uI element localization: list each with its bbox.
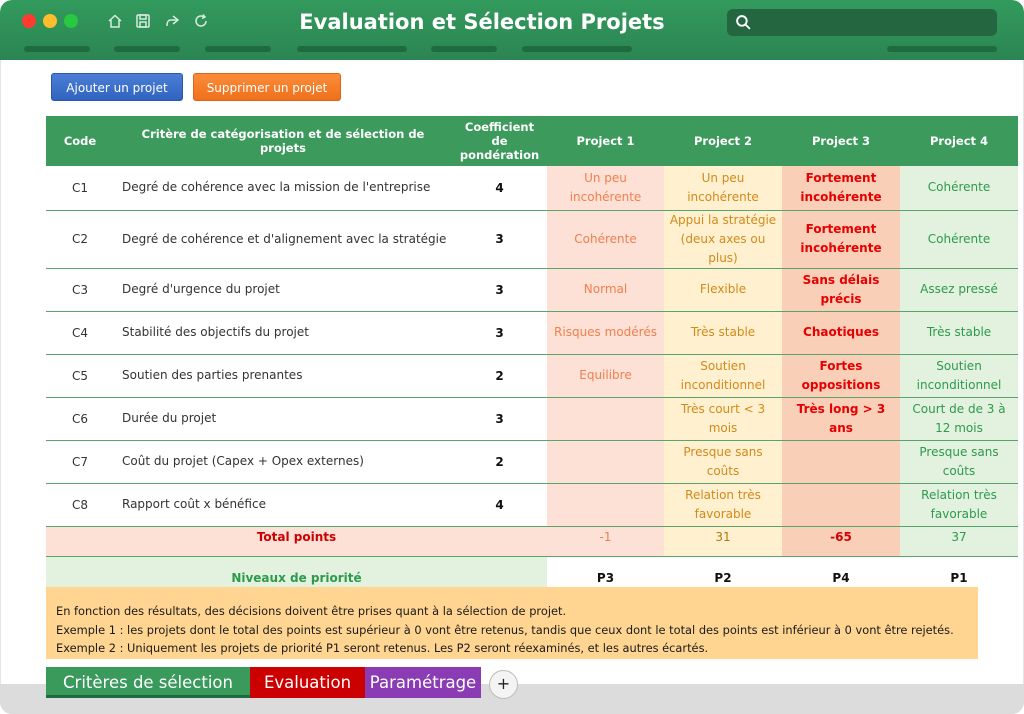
toolbar-placeholder: [24, 46, 90, 52]
project-2-cell[interactable]: Relation très favorable: [664, 483, 782, 526]
project-2-cell[interactable]: Presque sans coûts: [664, 440, 782, 483]
table-row: [46, 483, 1018, 526]
toolbar-placeholder: [522, 46, 632, 52]
header-project-3: Project 3: [782, 116, 900, 166]
total-label: Total points: [46, 526, 547, 556]
delete-project-button[interactable]: Supprimer un projet: [193, 73, 341, 101]
header-criterion: Critère de catégorisation et de sélection de projets: [114, 116, 452, 166]
tab-parametrage[interactable]: Paramétrage: [365, 667, 481, 698]
toolbar-placeholder: [887, 46, 997, 52]
coefficient-cell[interactable]: 3: [452, 311, 547, 354]
project-4-cell[interactable]: Très stable: [900, 311, 1018, 354]
project-4-cell[interactable]: Assez pressé: [900, 268, 1018, 311]
coefficient-cell[interactable]: 2: [452, 440, 547, 483]
code-cell[interactable]: C2: [46, 210, 114, 268]
total-project-1[interactable]: -1: [547, 526, 664, 556]
tab-criteres-de-selection[interactable]: Critères de sélection: [46, 667, 250, 698]
coefficient-cell[interactable]: 3: [452, 210, 547, 268]
project-2-cell[interactable]: Un peu incohérente: [664, 166, 782, 210]
table-row: [46, 311, 1018, 354]
header-project-1: Project 1: [547, 116, 664, 166]
criterion-cell[interactable]: Degré de cohérence et d'alignement avec la stratégie: [114, 210, 452, 268]
note-line: Exemple 2 : Uniquement les projets de priorité P1 seront retenus. Les P2 seront réexaminés, et les autres écartés.: [56, 641, 709, 655]
project-3-cell[interactable]: Fortement incohérente: [782, 166, 900, 210]
add-project-button[interactable]: Ajouter un projet: [51, 73, 183, 101]
toolbar-placeholder: [114, 46, 180, 52]
title-bar: [0, 0, 1024, 60]
project-1-cell[interactable]: Cohérente: [547, 210, 664, 268]
code-cell[interactable]: C3: [46, 268, 114, 311]
window-title: Evaluation et Sélection Projets: [299, 10, 665, 34]
note-line: Exemple 1 : les projets dont le total des points est supérieur à 0 vont être retenus, tandis que ceux dont le total des points est inférieur à 0 vont être rejetés.: [56, 622, 954, 637]
criterion-cell[interactable]: Degré de cohérence avec la mission de l'entreprise: [114, 166, 452, 210]
coefficient-cell[interactable]: 2: [452, 354, 547, 397]
header-coefficient: Coefficient de pondération: [452, 116, 547, 166]
priority-project-4[interactable]: P1: [900, 556, 1018, 600]
project-1-cell[interactable]: Equilibre: [547, 354, 664, 397]
tab-evaluation[interactable]: Evaluation: [250, 667, 365, 698]
project-3-cell[interactable]: Fortement incohérente: [782, 210, 900, 268]
total-project-2[interactable]: 31: [664, 526, 782, 556]
project-1-cell[interactable]: [547, 483, 664, 526]
project-4-cell[interactable]: Soutien inconditionnel: [900, 354, 1018, 397]
project-3-cell[interactable]: Très long > 3 ans: [782, 397, 900, 440]
code-cell[interactable]: C7: [46, 440, 114, 483]
project-2-cell[interactable]: Appui la stratégie (deux axes ou plus): [664, 210, 782, 268]
coefficient-cell[interactable]: 4: [452, 483, 547, 526]
project-2-cell[interactable]: Soutien inconditionnel: [664, 354, 782, 397]
toolbar-placeholder: [297, 46, 407, 52]
criterion-cell[interactable]: Stabilité des objectifs du projet: [114, 311, 452, 354]
add-sheet-button[interactable]: +: [489, 670, 518, 699]
coefficient-cell[interactable]: 4: [452, 166, 547, 210]
project-4-cell[interactable]: Relation très favorable: [900, 483, 1018, 526]
toolbar-placeholder: [431, 46, 497, 52]
project-1-cell[interactable]: Un peu incohérente: [547, 166, 664, 210]
criterion-cell[interactable]: Rapport coût x bénéfice: [114, 483, 452, 526]
search-input[interactable]: [727, 9, 997, 36]
search-icon: [735, 14, 752, 31]
project-4-cell[interactable]: Presque sans coûts: [900, 440, 1018, 483]
evaluation-table: [46, 116, 1018, 600]
total-project-4[interactable]: 37: [900, 526, 1018, 556]
table-row: [46, 210, 1018, 268]
note-line: En fonction des résultats, des décisions doivent être prises quant à la sélection de projet.: [56, 604, 567, 618]
code-cell[interactable]: C5: [46, 354, 114, 397]
total-project-3[interactable]: -65: [782, 526, 900, 556]
notes-box: [46, 587, 978, 659]
header-code: Code: [46, 116, 114, 166]
project-1-cell[interactable]: [547, 440, 664, 483]
code-cell[interactable]: C6: [46, 397, 114, 440]
priority-project-3[interactable]: P4: [782, 556, 900, 600]
project-3-cell[interactable]: Fortes oppositions: [782, 354, 900, 397]
table-row: [46, 268, 1018, 311]
project-3-cell[interactable]: Sans délais précis: [782, 268, 900, 311]
toolbar-placeholder: [205, 46, 271, 52]
table-row: [46, 166, 1018, 210]
code-cell[interactable]: C1: [46, 166, 114, 210]
project-3-cell[interactable]: [782, 483, 900, 526]
criterion-cell[interactable]: Coût du projet (Capex + Opex externes): [114, 440, 452, 483]
criterion-cell[interactable]: Durée du projet: [114, 397, 452, 440]
project-4-cell[interactable]: Cohérente: [900, 166, 1018, 210]
criterion-cell[interactable]: Soutien des parties prenantes: [114, 354, 452, 397]
project-1-cell[interactable]: Risques modérés: [547, 311, 664, 354]
header-project-2: Project 2: [664, 116, 782, 166]
project-2-cell[interactable]: Flexible: [664, 268, 782, 311]
project-1-cell[interactable]: [547, 397, 664, 440]
project-2-cell[interactable]: Très court < 3 mois: [664, 397, 782, 440]
project-2-cell[interactable]: Très stable: [664, 311, 782, 354]
priority-project-1[interactable]: P3: [547, 556, 664, 600]
project-4-cell[interactable]: Court de de 3 à 12 mois: [900, 397, 1018, 440]
priority-project-2[interactable]: P2: [664, 556, 782, 600]
project-3-cell[interactable]: Chaotiques: [782, 311, 900, 354]
coefficient-cell[interactable]: 3: [452, 268, 547, 311]
header-project-4: Project 4: [900, 116, 1018, 166]
table-row: [46, 440, 1018, 483]
coefficient-cell[interactable]: 3: [452, 397, 547, 440]
code-cell[interactable]: C8: [46, 483, 114, 526]
table-row: [46, 354, 1018, 397]
table-row: [46, 397, 1018, 440]
criterion-cell[interactable]: Degré d'urgence du projet: [114, 268, 452, 311]
code-cell[interactable]: C4: [46, 311, 114, 354]
total-row: [46, 526, 1018, 556]
project-1-cell[interactable]: Normal: [547, 268, 664, 311]
project-3-cell[interactable]: [782, 440, 900, 483]
priority-label: Niveaux de priorité: [46, 556, 547, 600]
project-4-cell[interactable]: Cohérente: [900, 210, 1018, 268]
